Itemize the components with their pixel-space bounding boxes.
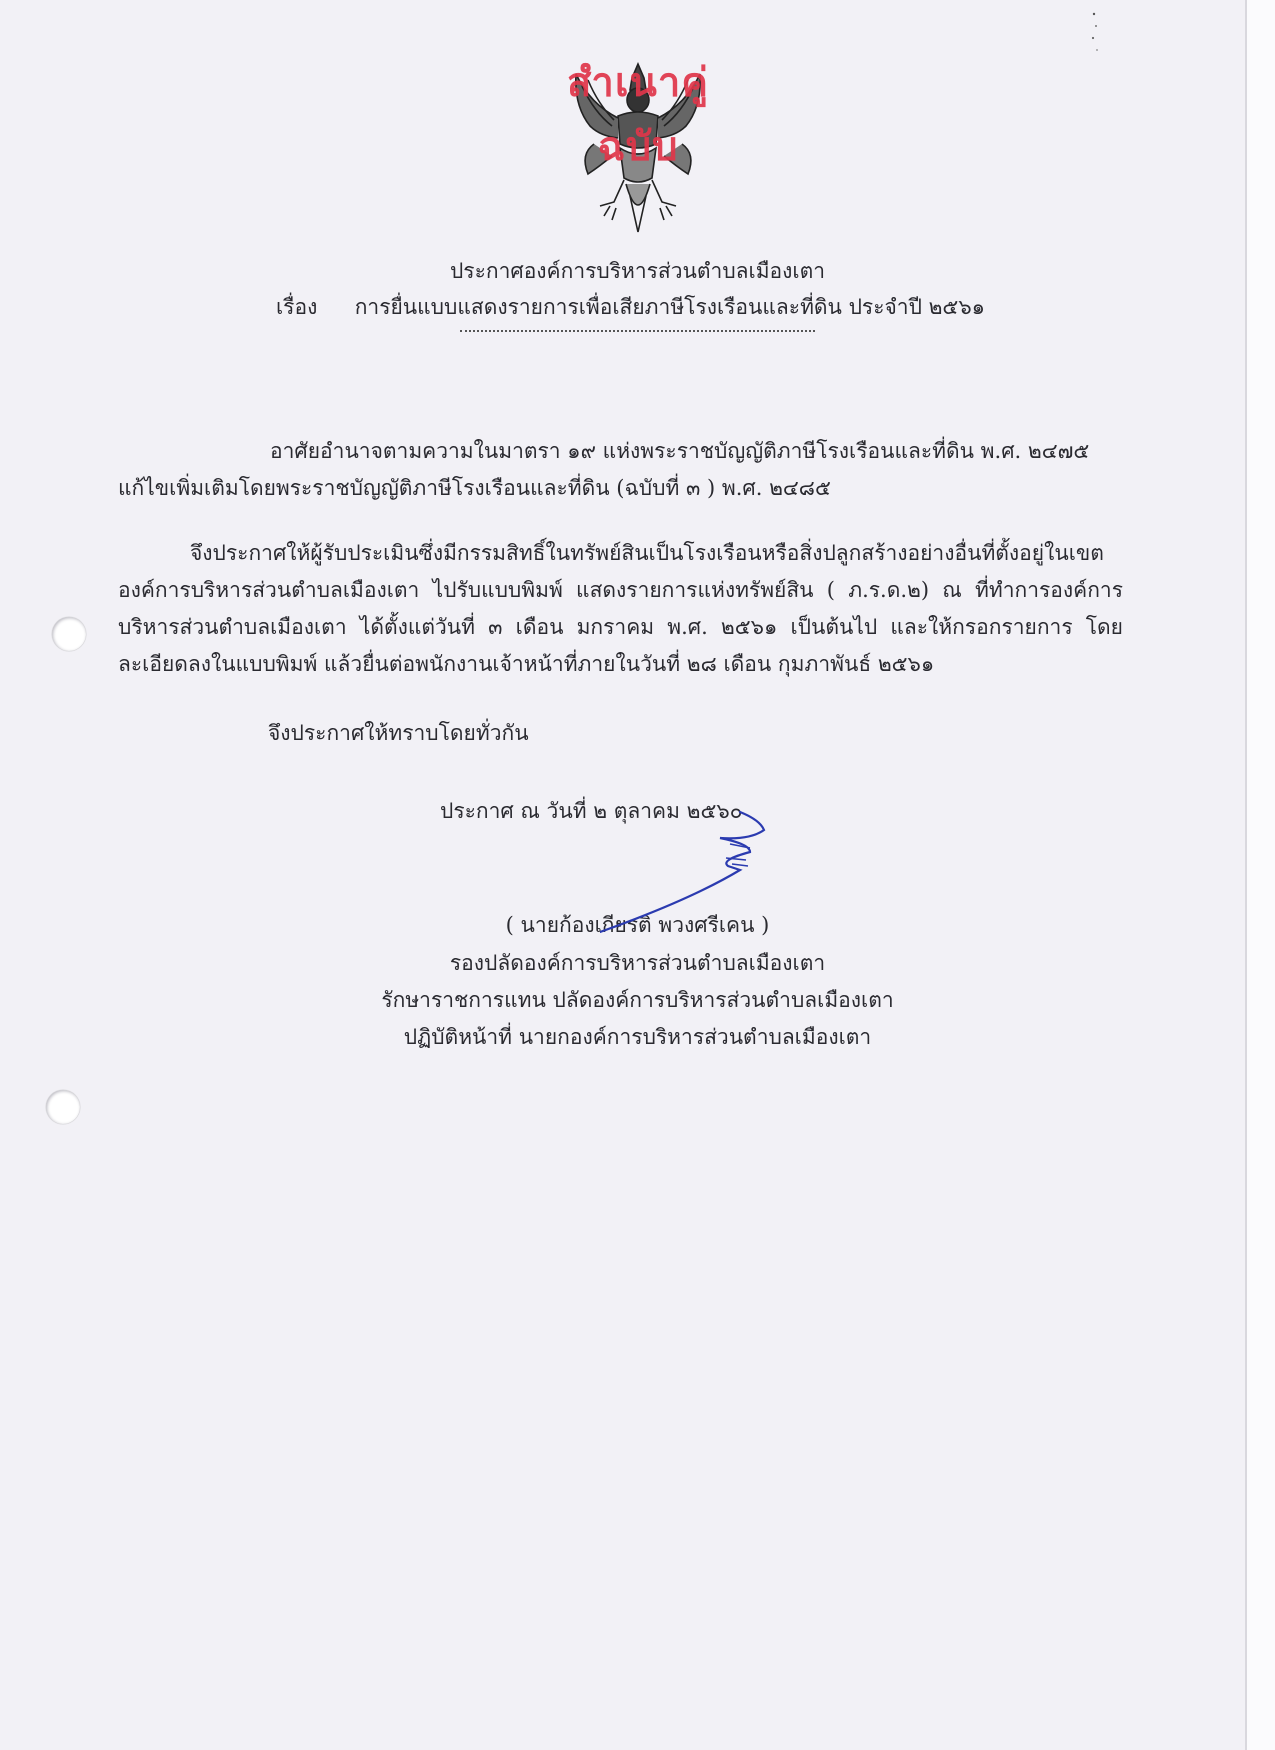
signatory-name: ( นายก้องเกียรติ พวงศรีเคน ) <box>505 913 770 937</box>
paper-specks <box>1080 8 1110 58</box>
divider-dots <box>460 330 815 332</box>
signatory-position1: รองปลัดองค์การบริหารส่วนตำบลเมืองเตา <box>449 951 826 975</box>
announcement-date: ประกาศ ณ วันที่ ๒ ตุลาคม ๒๕๖๐ <box>440 799 743 823</box>
announcement-title: ประกาศองค์การบริหารส่วนตำบลเมืองเตา <box>449 259 826 283</box>
signatory-position2: รักษาราชการแทน ปลัดองค์การบริหารส่วนตำบลเมืองเตา <box>381 988 894 1012</box>
paragraph2: จึงประกาศให้ผู้รับประเมินซึ่งมีกรรมสิทธิ์ในทรัพย์สินเป็นโรงเรือนหรือสิ่งปลูกสร้างอย่างอื่นที่ตั้งอยู่ในเขตองค์การบริหารส่วนตำบลเมืองเตา ไปรับแบบพิมพ์ แสดงรายการแห่งทรัพย์สิน ( ภ.ร.ด.๒) ณ ที่ทำการองค์การบริหารส่วนตำบลเมืองเตา ได้ตั้งแต่วันที่ ๓ เดือน มกราคม พ.ศ. ๒๕๖๑ เป็นต้นไป และให้กรอกรายการ โดยละเอียดลงในแบบพิมพ์ แล้วยื่นต่อพนักงานเจ้าหน้าที่ภายในวันที่ ๒๘ เดือน กุมภาพันธ์ ๒๕๖๑ <box>118 541 1123 676</box>
punch-hole-top <box>52 617 86 651</box>
signature <box>600 800 820 950</box>
subject-label: เรื่อง <box>276 295 318 319</box>
paragraph1-line1: อาศัยอำนาจตามความในมาตรา ๑๙ แห่งพระราชบัญญัติภาษีโรงเรือนและที่ดิน พ.ศ. ๒๔๗๕ <box>270 439 1090 463</box>
punch-hole-bottom <box>46 1090 80 1124</box>
subject-text: การยื่นแบบแสดงรายการเพื่อเสียภาษีโรงเรือนและที่ดิน ประจำปี ๒๕๖๑ <box>354 295 985 319</box>
paragraph1-line2: แก้ไขเพิ่มเติมโดยพระราชบัญญัติภาษีโรงเรือนและที่ดิน (ฉบับที่ ๓ ) พ.ศ. ๒๔๘๕ <box>118 476 831 500</box>
signatory-position3: ปฏิบัติหน้าที่ นายกองค์การบริหารส่วนตำบลเมืองเตา <box>403 1025 872 1049</box>
closing-line: จึงประกาศให้ทราบโดยทั่วกัน <box>268 721 529 745</box>
copy-stamp: สำเนาคู่ฉบับ <box>566 60 710 170</box>
